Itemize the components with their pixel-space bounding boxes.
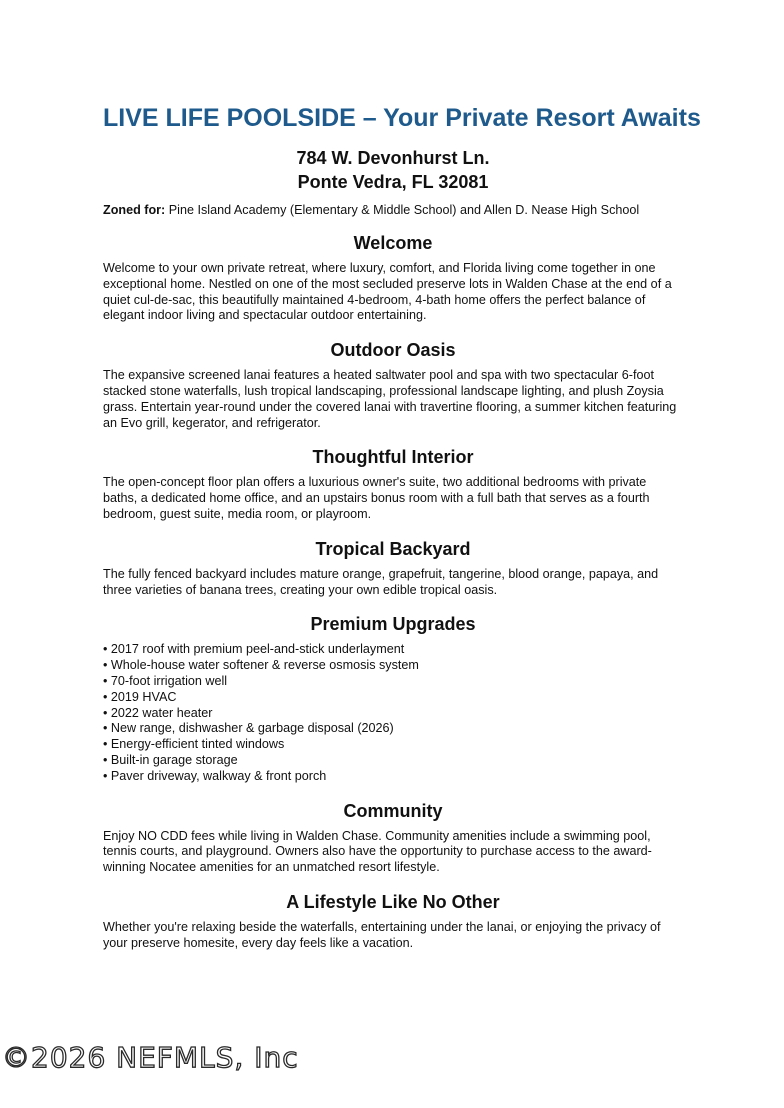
list-item: • New range, dishwasher & garbage disposal (2026) xyxy=(103,721,394,736)
backyard-body: The fully fenced backyard includes mature orange, grapefruit, tangerine, blood orange, papaya, and three varieties of banana trees, creating your own edible tropical oasis. xyxy=(103,566,659,597)
welcome-body: Welcome to your own private retreat, where luxury, comfort, and Florida living come together in one exceptional home. Nestled on one of the most secluded preserve lots in Walden Chase at the end of a quiet cul-de-sac, this beautifully maintained 4-bedroom, 4-bath home offers the perfect balance of elegant indoor living and spectacular outdoor entertaining. xyxy=(103,261,672,323)
address-street: 784 W. Devonhurst Ln. xyxy=(296,148,490,168)
upgrades-list xyxy=(103,642,683,784)
outdoor-oasis-heading: Outdoor Oasis xyxy=(330,340,456,361)
interior-body: The open-concept floor plan offers a luxurious owner's suite, two additional bedrooms with private baths, a dedicated home office, and an upstairs bonus room with a full bath that serves as a fourth bedroom, guest suite, media room, or playroom. xyxy=(103,475,650,521)
list-item: • 2019 HVAC xyxy=(103,689,177,704)
outdoor-oasis-body: The expansive screened lanai features a heated saltwater pool and spa with two spectacular 6-foot stacked stone waterfalls, lush tropical landscaping, professional landscape lighting, and plush Zoysia grass. Entertain year-round under the covered lanai with travertine flooring, a summer kitchen featuring an Evo grill, kegerator, and refrigerator. xyxy=(103,368,677,430)
welcome-heading: Welcome xyxy=(353,233,433,253)
list-item: • 2022 water heater xyxy=(103,705,213,720)
interior-heading: Thoughtful Interior xyxy=(312,447,474,468)
property-address xyxy=(103,146,683,194)
list-item: • 70-foot irrigation well xyxy=(103,673,228,688)
list-item: • Whole-house water softener & reverse osmosis system xyxy=(103,658,419,673)
address-city: Ponte Vedra, FL 32081 xyxy=(297,172,489,192)
upgrades-heading: Premium Upgrades xyxy=(310,614,476,635)
list-item: • Energy-efficient tinted windows xyxy=(103,737,285,752)
zoned-schools xyxy=(103,202,683,218)
lifestyle-heading: A Lifestyle Like No Other xyxy=(286,891,500,912)
list-item: • Paver driveway, walkway & front porch xyxy=(103,768,327,783)
page-title: LIVE LIFE POOLSIDE – Your Private Resort Awaits xyxy=(103,104,701,132)
community-heading: Community xyxy=(343,800,443,821)
list-item: • Built-in garage storage xyxy=(103,752,238,767)
zoned-label: Zoned for: xyxy=(103,203,166,217)
list-item: • 2017 roof with premium peel-and-stick underlayment xyxy=(103,642,405,657)
zoned-text: Pine Island Academy (Elementary & Middle School) and Allen D. Nease High School xyxy=(165,203,640,217)
copyright-watermark: ©2026 NEFMLS, Inc xyxy=(2,1041,299,1074)
community-body: Enjoy NO CDD fees while living in Walden Chase. Community amenities include a swimming pool, tennis courts, and playground. Owners also have the opportunity to purchase access to the award-winning Nocatee amenities for an unmatched resort lifestyle. xyxy=(103,828,652,875)
document-page xyxy=(103,100,701,952)
lifestyle-body: Whether you're relaxing beside the waterfalls, entertaining under the lanai, or enjoying the privacy of your preserve homesite, every day feels like a vacation. xyxy=(103,919,661,950)
backyard-heading: Tropical Backyard xyxy=(315,538,471,559)
